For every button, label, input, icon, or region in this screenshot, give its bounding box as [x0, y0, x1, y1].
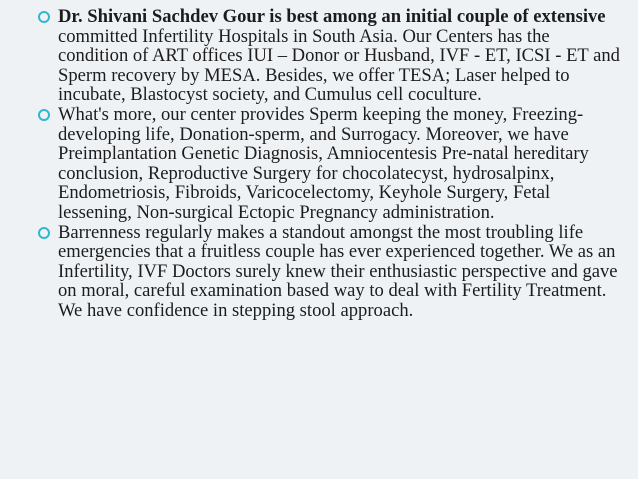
bullet-circle-icon	[38, 109, 50, 121]
bullet-list	[0, 7, 630, 321]
bullet-item-2	[0, 105, 630, 223]
bullet-item-3	[0, 223, 630, 321]
bullet-text: committed Infertility Hospitals in South Asia. Our Centers has the condition of ART offices IUI – Donor or Husband, IVF - ET, ICSI - ET and Sperm recovery by MESA. Besides, we offer TESA; Laser helped to incubate, Blastocyst society, and Cumulus cell coculture.	[58, 25, 620, 106]
bullet-circle-icon	[38, 11, 50, 23]
bullet-bold-text: Dr. Shivani Sachdev Gour is best among an initial couple of extensive	[58, 6, 606, 27]
bullet-text: What's more, our center provides Sperm keeping the money, Freezing-developing life, Donation-sperm, and Surrogacy. Moreover, we have Preimplantation Genetic Diagnosis, Amniocentesis Pre-natal hereditary conclusion, Reproductive Surgery for chocolatecyst, hydrosalpinx, Endometriosis, Fibroids, Varicocelectomy, Keyhole Surgery, Fetal lessening, Non-surgical Ectopic Pregnancy administration.	[58, 103, 589, 223]
bullet-item-1	[0, 7, 630, 105]
bullet-circle-icon	[38, 227, 50, 239]
bullet-text: Barrenness regularly makes a standout amongst the most troubling life emergencies that a fruitless couple has ever experienced together. We as an Infertility, IVF Doctors surely knew their enthusiastic perspective and gave on moral, careful examination based way to deal with Fertility Treatment. We have confidence in stepping stool approach.	[58, 221, 618, 321]
